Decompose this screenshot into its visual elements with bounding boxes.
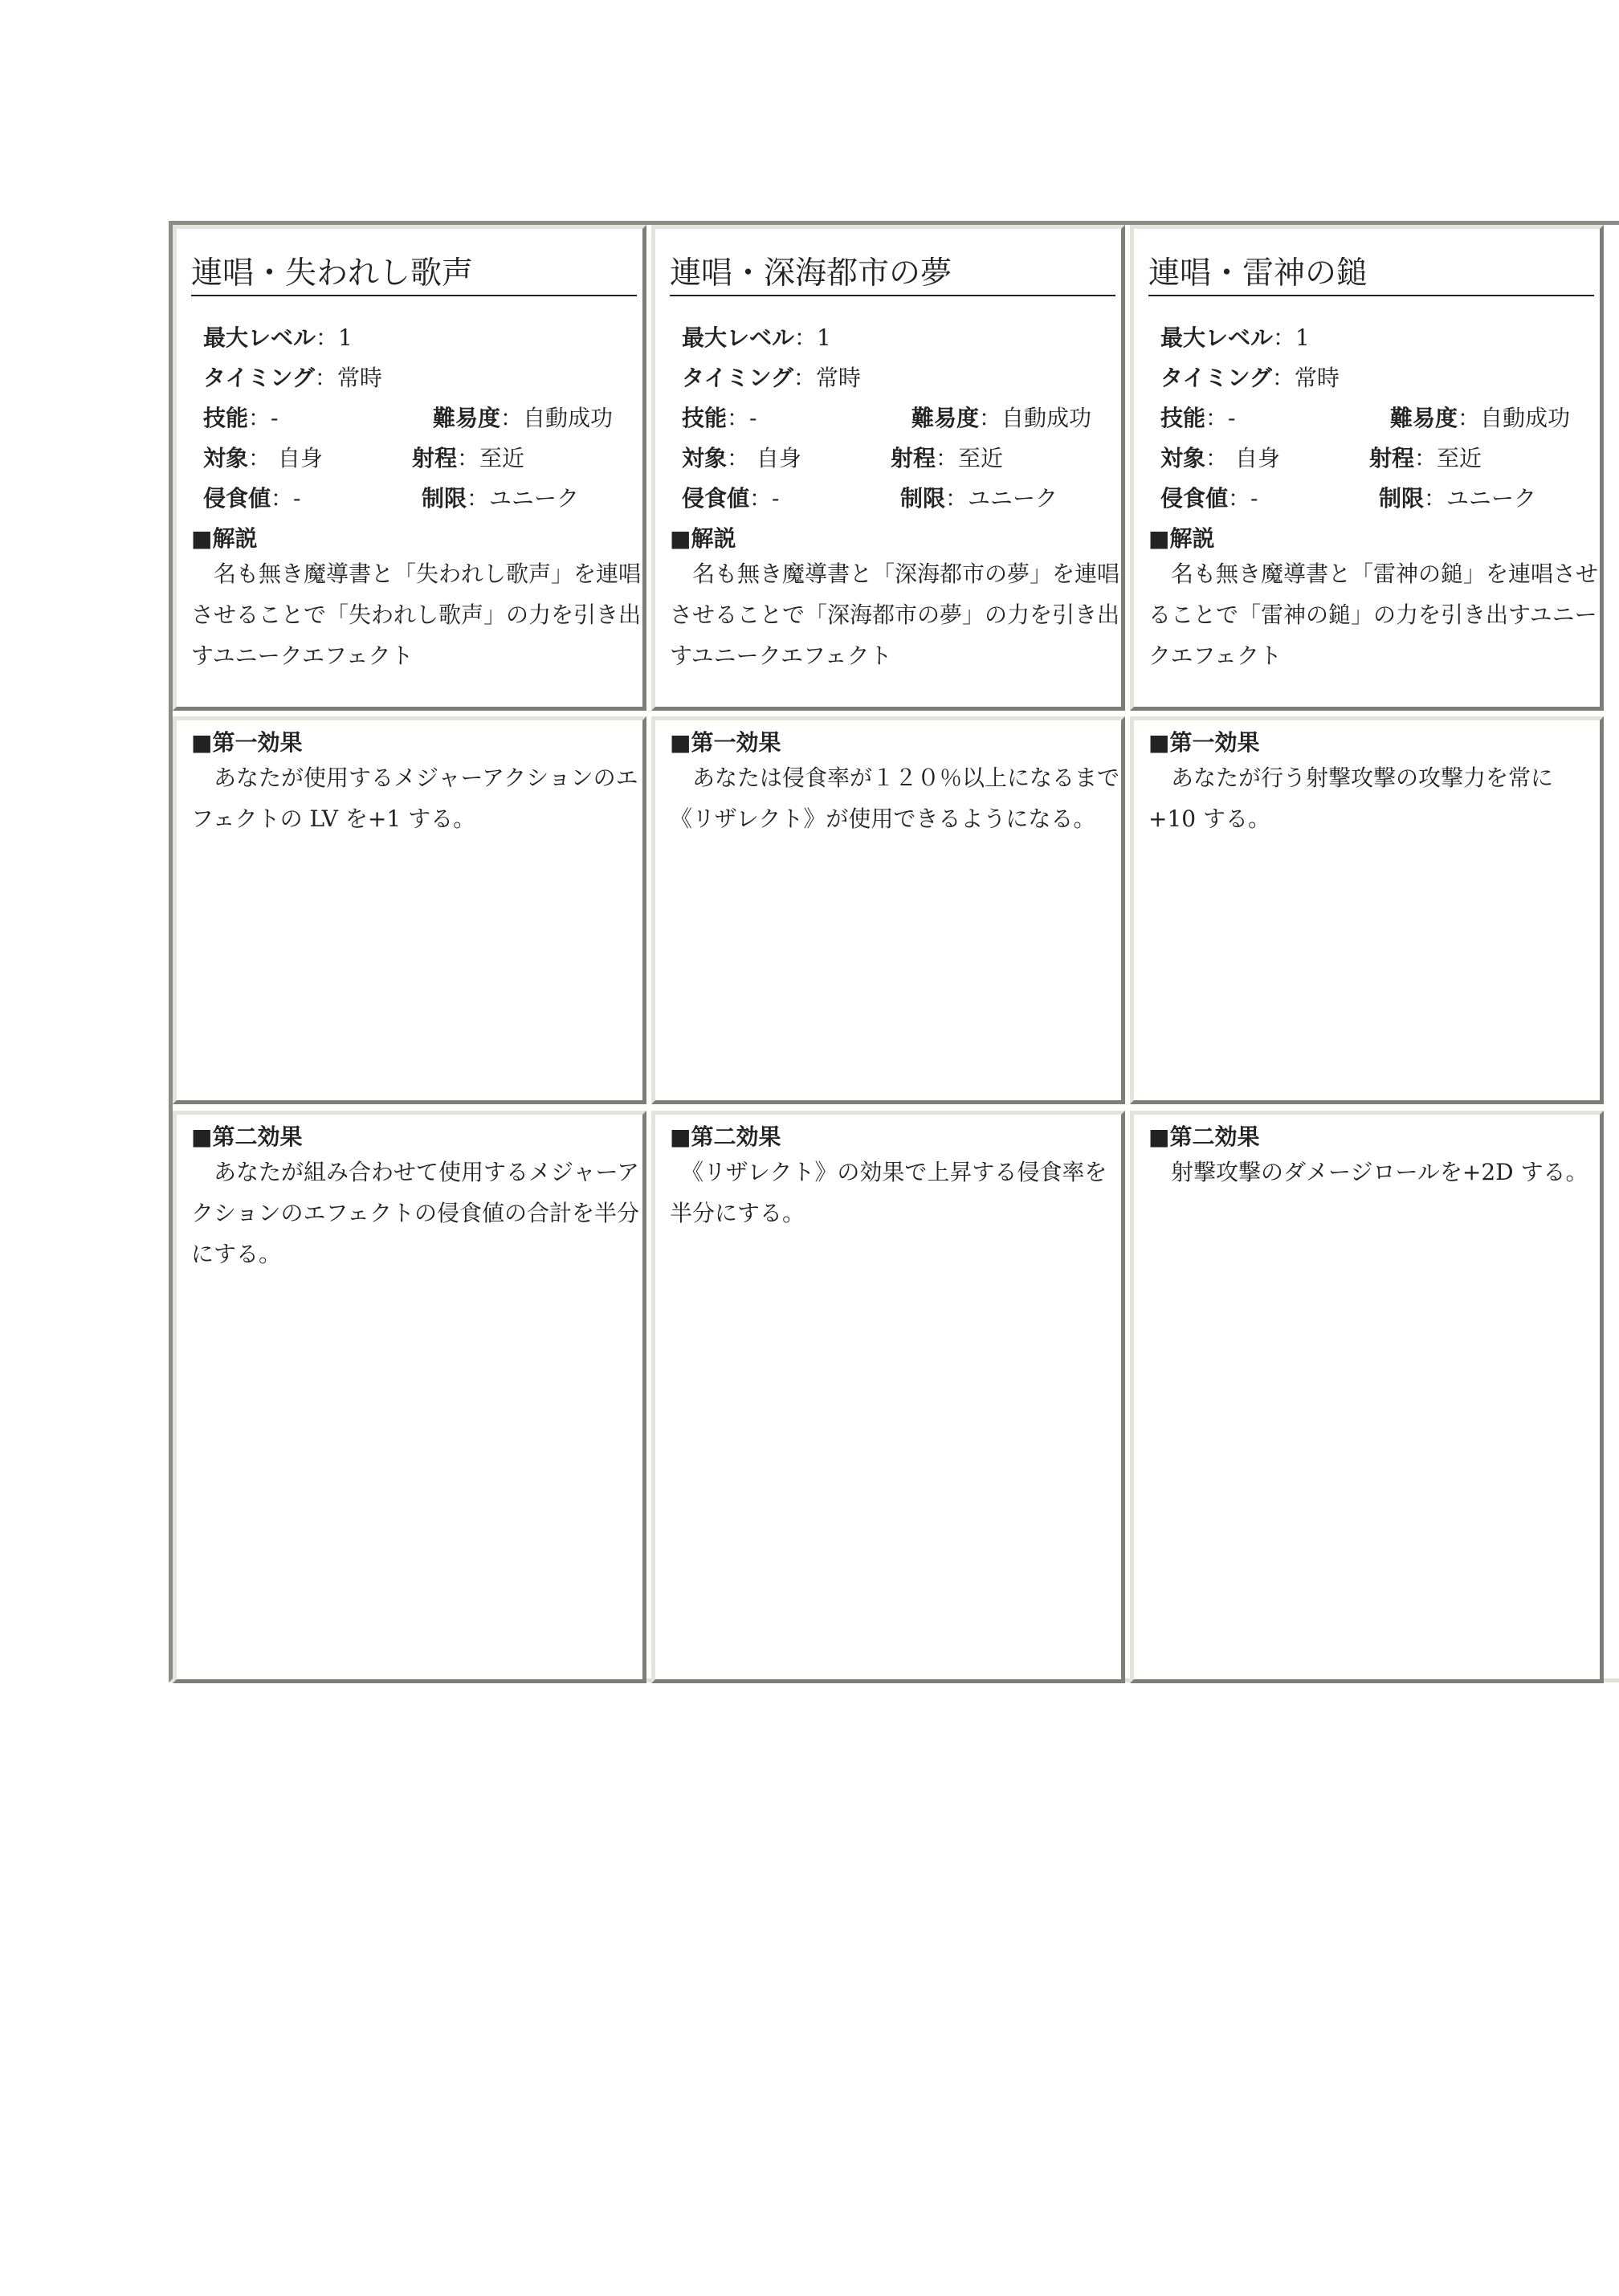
stat-value: ：- bbox=[749, 485, 780, 512]
difficulty-stat bbox=[1390, 404, 1570, 433]
effect1-heading: ■第一効果 bbox=[670, 729, 781, 756]
stat-value: ：常時 bbox=[793, 365, 861, 391]
effect1-heading: ■第一効果 bbox=[1148, 729, 1260, 756]
stat-value: ：1 bbox=[1273, 324, 1310, 351]
stat-label: 技能 bbox=[682, 405, 728, 431]
effects-table bbox=[169, 221, 1619, 1682]
stat-label: 射程 bbox=[1369, 445, 1415, 471]
effect2-text: 《リザレクト》の効果で上昇する侵食率を半分にする。 bbox=[670, 1159, 1107, 1226]
target-stat bbox=[1160, 444, 1280, 473]
stat-value: ：至近 bbox=[457, 445, 525, 471]
effect2-heading: ■第二効果 bbox=[191, 1124, 303, 1150]
range-stat bbox=[412, 444, 524, 473]
effect2-text: 射撃攻撃のダメージロールを+2D する。 bbox=[1148, 1159, 1588, 1185]
card-1-header-cell bbox=[173, 225, 646, 711]
stat-label: 制限 bbox=[422, 485, 467, 512]
card-2-effect2-cell bbox=[651, 1111, 1125, 1683]
target-stat bbox=[682, 444, 801, 473]
stat-label: タイミング bbox=[1160, 365, 1272, 391]
stat-value: ：ユニーク bbox=[467, 485, 580, 512]
stat-value: ：至近 bbox=[936, 445, 1004, 471]
limit-stat bbox=[422, 484, 579, 513]
card-2-header-cell bbox=[651, 225, 1125, 711]
stat-label: タイミング bbox=[682, 365, 793, 391]
range-stat bbox=[891, 444, 1003, 473]
card-3-header-cell bbox=[1130, 225, 1604, 711]
stat-value: ：自動成功 bbox=[979, 405, 1092, 431]
difficulty-stat bbox=[433, 404, 613, 433]
effect2-heading: ■第二効果 bbox=[1148, 1124, 1260, 1150]
stat-value: ： 自身 bbox=[248, 445, 323, 471]
stat-value: ：自動成功 bbox=[500, 405, 614, 431]
skill-stat bbox=[203, 404, 278, 433]
stat-label: 最大レベル bbox=[682, 324, 795, 351]
skill-stat bbox=[1160, 404, 1235, 433]
stat-label: 最大レベル bbox=[1160, 324, 1274, 351]
stat-label: 制限 bbox=[900, 485, 946, 512]
range-stat bbox=[1369, 444, 1482, 473]
max-level-stat bbox=[682, 324, 831, 353]
difficulty-stat bbox=[911, 404, 1091, 433]
max-level-stat bbox=[203, 324, 353, 353]
stat-label: 難易度 bbox=[433, 405, 501, 431]
stat-value: ： 自身 bbox=[727, 445, 801, 471]
effect1-text: あなたは侵食率が１２０％以上になるまで《リザレクト》が使用できるようになる。 bbox=[670, 765, 1120, 832]
stat-label: 対象 bbox=[682, 445, 728, 471]
card-1-effect2-cell bbox=[173, 1111, 646, 1683]
limit-stat bbox=[1379, 484, 1536, 513]
card-title: 連唱・失われし歌声 bbox=[191, 255, 637, 296]
stat-value: ：- bbox=[1205, 405, 1236, 431]
card-title: 連唱・深海都市の夢 bbox=[670, 255, 1115, 296]
stat-value: ：常時 bbox=[314, 365, 382, 391]
effect1-heading: ■第一効果 bbox=[191, 729, 303, 756]
description-text: 名も無き魔導書と「失われし歌声」を連唱させることで「失われし歌声」の力を引き出すユニークエフェクト bbox=[191, 561, 642, 669]
stat-label: 対象 bbox=[203, 445, 249, 471]
description-text: 名も無き魔導書と「雷神の鎚」を連唱させることで「雷神の鎚」の力を引き出すユニークエフェクト bbox=[1148, 561, 1599, 669]
stat-value: ：- bbox=[1228, 485, 1258, 512]
stat-value: ：至近 bbox=[1414, 445, 1482, 471]
stat-label: 侵食値 bbox=[1160, 485, 1229, 512]
card-2-effect1-cell bbox=[651, 716, 1125, 1104]
stat-value: ：- bbox=[248, 405, 279, 431]
stat-label: タイミング bbox=[203, 365, 315, 391]
erosion-stat bbox=[1160, 484, 1258, 513]
stat-value: ：- bbox=[727, 405, 757, 431]
stat-label: 侵食値 bbox=[203, 485, 271, 512]
erosion-stat bbox=[682, 484, 779, 513]
stat-value: ：1 bbox=[316, 324, 353, 351]
description-heading: ■解説 bbox=[1148, 525, 1215, 552]
limit-stat bbox=[900, 484, 1058, 513]
stat-label: 射程 bbox=[891, 445, 936, 471]
stat-value: ：自動成功 bbox=[1458, 405, 1571, 431]
timing-stat bbox=[1160, 364, 1340, 393]
effect2-text: あなたが組み合わせて使用するメジャーアクションのエフェクトの侵食値の合計を半分にする。 bbox=[191, 1159, 640, 1267]
card-3-effect2-cell bbox=[1130, 1111, 1604, 1683]
effect1-text: あなたが使用するメジャーアクションのエフェクトの LV を+1 する。 bbox=[191, 765, 638, 832]
stat-label: 射程 bbox=[412, 445, 458, 471]
stat-value: ：1 bbox=[794, 324, 831, 351]
max-level-stat bbox=[1160, 324, 1310, 353]
stat-label: 難易度 bbox=[1390, 405, 1458, 431]
stat-label: 技能 bbox=[1160, 405, 1206, 431]
stat-label: 技能 bbox=[203, 405, 249, 431]
description-heading: ■解説 bbox=[670, 525, 736, 552]
stat-value: ： 自身 bbox=[1205, 445, 1280, 471]
skill-stat bbox=[682, 404, 756, 433]
description-heading: ■解説 bbox=[191, 525, 258, 552]
stat-label: 制限 bbox=[1379, 485, 1425, 512]
stat-value: ：ユニーク bbox=[945, 485, 1058, 512]
timing-stat bbox=[682, 364, 861, 393]
stat-label: 対象 bbox=[1160, 445, 1206, 471]
card-1-effect1-cell bbox=[173, 716, 646, 1104]
card-3-effect1-cell bbox=[1130, 716, 1604, 1104]
stat-label: 侵食値 bbox=[682, 485, 750, 512]
target-stat bbox=[203, 444, 323, 473]
timing-stat bbox=[203, 364, 382, 393]
erosion-stat bbox=[203, 484, 300, 513]
stat-value: ：常時 bbox=[1271, 365, 1340, 391]
stat-label: 難易度 bbox=[911, 405, 980, 431]
description-text: 名も無き魔導書と「深海都市の夢」を連唱させることで「深海都市の夢」の力を引き出すユニークエフェクト bbox=[670, 561, 1120, 669]
stat-value: ：ユニーク bbox=[1424, 485, 1537, 512]
stat-value: ：- bbox=[271, 485, 301, 512]
card-title: 連唱・雷神の鎚 bbox=[1148, 255, 1594, 296]
effect1-text: あなたが行う射撃攻撃の攻撃力を常に+10 する。 bbox=[1148, 765, 1554, 832]
stat-label: 最大レベル bbox=[203, 324, 316, 351]
effect2-heading: ■第二効果 bbox=[670, 1124, 781, 1150]
